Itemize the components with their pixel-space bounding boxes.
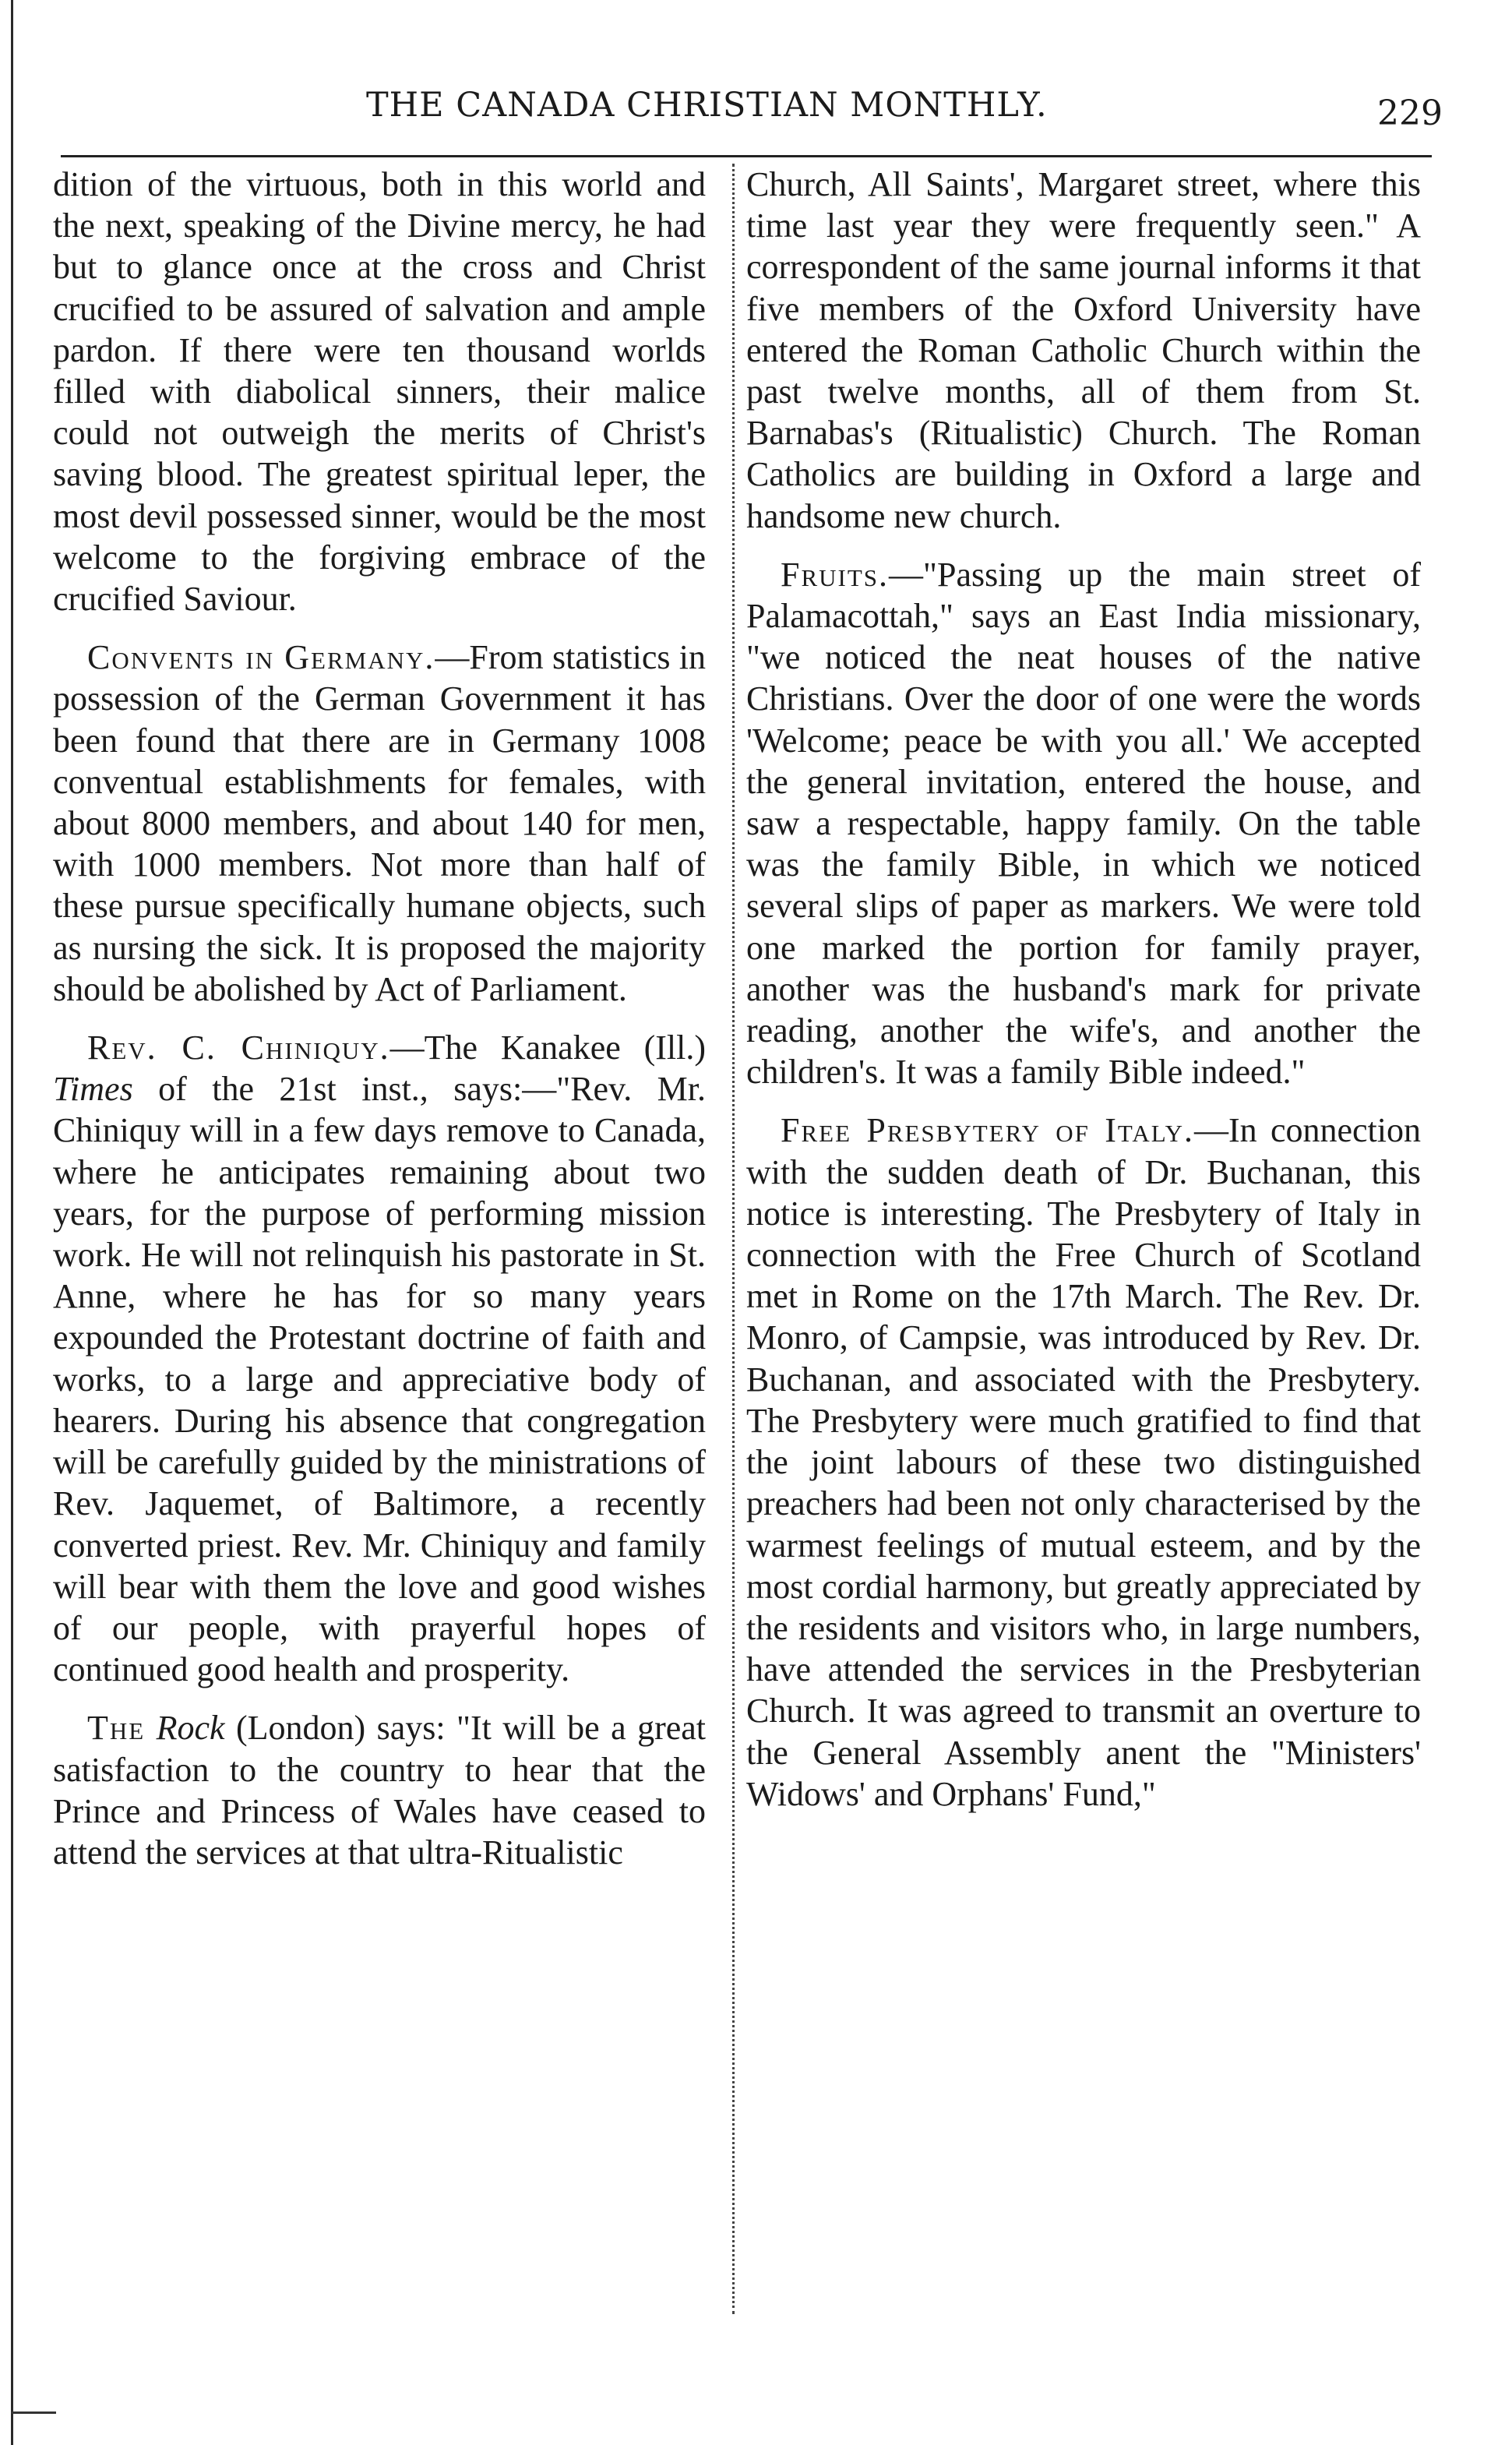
fruits-paragraph bbox=[746, 554, 1421, 1093]
column-divider bbox=[732, 164, 735, 2314]
section-heading: The bbox=[87, 1709, 146, 1748]
left-column bbox=[53, 164, 706, 1873]
rock-paragraph bbox=[53, 1707, 706, 1873]
section-heading: Fruits. bbox=[781, 555, 890, 594]
running-header-title: THE CANADA CHRISTIAN MONTHLY. bbox=[366, 86, 1048, 125]
rock-continuation-paragraph: Church, All Saints', Margaret street, where this time last year they were frequently seen." A correspondent of the same journal informs it that five members of the Oxford University have entered the Roman Catholic Church within the past twelve months, all of them from St. Barnabas's (Ritualistic) Church. The Roman Catholics are building in Oxford a large and handsome new church. bbox=[746, 165, 1421, 535]
section-heading: Free Presbytery of Italy. bbox=[781, 1111, 1194, 1150]
page-edge-rule bbox=[11, 0, 13, 2445]
paragraph-body: —The Kanakee (Ill.) bbox=[389, 1028, 706, 1067]
right-column bbox=[746, 164, 1421, 1815]
paragraph-body: —From statistics in possession of the German Government it has been found that there are in Germany 1008 conventual establishments for females, with about 8000 members, and about 140 for men, with 1000 members. Not more than half of these pursue specifically humane objects, such as nursing the sick. It is proposed the majority should be abolished by Act of Parliament. bbox=[53, 638, 706, 1008]
chiniquy-paragraph bbox=[53, 1027, 706, 1690]
free-presbytery-paragraph bbox=[746, 1110, 1421, 1814]
paragraph-body: of the 21st inst., says:—"Rev. Mr. Chiniquy will in a few days remove to Canada, where he anticipates remaining about two years, for the purpose of performing mission work. He will not relinquish his pastorate in St. Anne, where he has for so many years expounded the Protestant doctrine of faith and works, to a large and appreciative body of hearers. During his absence that congregation will be carefully guided by the ministrations of Rev. Jaquemet, of Baltimore, a recently converted priest. Rev. Mr. Chiniquy and family will bear with them the love and good wishes of our people, with prayerful hopes of continued good health and prosperity. bbox=[53, 1070, 706, 1689]
footer-rule bbox=[11, 2411, 56, 2414]
article-continuation-paragraph: dition of the virtuous, both in this world and the next, speaking of the Divine mercy, he had but to glance once at the cross and Christ crucified to be assured of salvation and ample pardon. If there were ten thousand worlds filled with diabolical sinners, their malice could not outweigh the merits of Christ's saving blood. The greatest spiritual leper, the most devil possessed sinner, would be the most welcome to the forgiving embrace of the crucified Saviour. bbox=[53, 165, 706, 619]
publication-title: Rock bbox=[156, 1709, 225, 1748]
publication-title: Times bbox=[53, 1070, 133, 1109]
page-number: 229 bbox=[1377, 93, 1443, 133]
paragraph-body: (London) says: "It will be a great satisfaction to the country to hear that the Prince and Princess of Wales have ceased to attend the services at that ultra-Ritualistic bbox=[53, 1709, 707, 1872]
paragraph-body: —In connection with the sudden death of Dr. Buchanan, this notice is interesting. The Presbytery of Italy in connection with the Free Church of Scotland met in Rome on the 17th March. The Rev. Dr. Monro, of Campsie, was introduced by Rev. Dr. Buchanan, and associated with the Presbytery. The Presbytery were much gratified to find that the joint labours of these two distinguished preachers had been not only characterised by the warmest feelings of mutual esteem, and by the most cordial harmony, but greatly appreciated by the residents and visitors who, in large numbers, have attended the services in the Presbyterian Church. It was agreed to transmit an overture to the General Assembly anent the "Ministers' Widows' and Orphans' Fund," bbox=[746, 1111, 1421, 1813]
section-heading: Rev. C. Chiniquy. bbox=[87, 1028, 390, 1067]
convents-in-germany-paragraph bbox=[53, 637, 706, 1010]
paragraph-body: —"Passing up the main street of Palamacottah," says an East India missionary, "we noticed the neat houses of the native Christians. Over the door of one were the words 'Welcome; peace be with you all.' We accepted the general invitation, entered the house, and saw a respectable, happy family. On the table was the family Bible, in which we noticed several slips of paper as markers. We were told one marked the portion for family prayer, another was the husband's mark for private reading, another the wife's, and another the children's. It was a family Bible indeed." bbox=[746, 555, 1421, 1092]
header-divider bbox=[61, 155, 1432, 157]
section-heading: Convents in Germany. bbox=[87, 638, 435, 677]
